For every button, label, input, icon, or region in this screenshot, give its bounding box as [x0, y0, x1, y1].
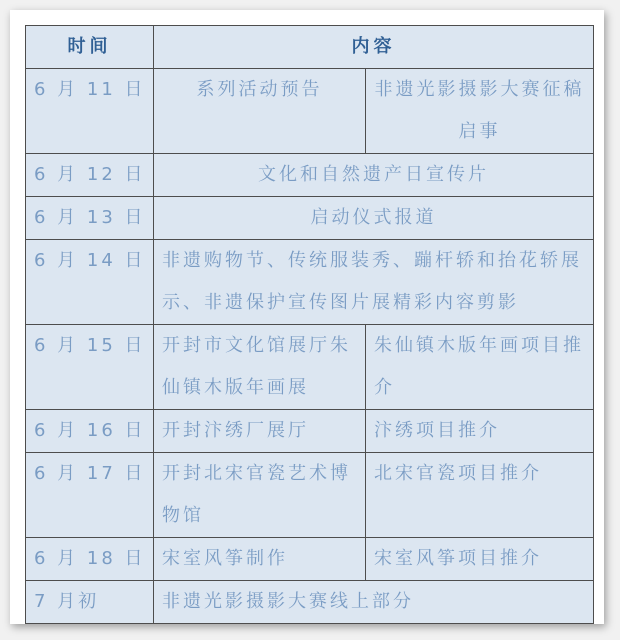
content-cell-right: 北宋官瓷项目推介 [366, 453, 594, 538]
content-cell-right: 汴绣项目推介 [366, 410, 594, 453]
date-cell: 6 月 17 日 [26, 453, 154, 538]
table-row [26, 453, 594, 538]
content-cell-left: 开封市文化馆展厅朱仙镇木版年画展 [154, 325, 366, 410]
content-cell-right: 非遗光影摄影大赛征稿启事 [366, 69, 594, 154]
date-cell: 6 月 11 日 [26, 69, 154, 154]
content-cell-left: 宋室风筝制作 [154, 538, 366, 581]
date-cell: 6 月 18 日 [26, 538, 154, 581]
content-cell-full: 非遗光影摄影大赛线上部分 [154, 581, 594, 624]
table-row [26, 581, 594, 624]
table-row [26, 69, 594, 154]
content-cell-left: 开封汴绣厂展厅 [154, 410, 366, 453]
table-row [26, 154, 594, 197]
date-cell: 6 月 16 日 [26, 410, 154, 453]
table-row [26, 538, 594, 581]
paper-frame [10, 10, 604, 624]
date-cell: 6 月 14 日 [26, 240, 154, 325]
content-cell-right: 朱仙镇木版年画项目推介 [366, 325, 594, 410]
date-cell: 7 月初 [26, 581, 154, 624]
schedule-table [25, 25, 594, 624]
content-cell-left: 开封北宋官瓷艺术博物馆 [154, 453, 366, 538]
content-cell-full: 启动仪式报道 [154, 197, 594, 240]
date-cell: 6 月 15 日 [26, 325, 154, 410]
table-row [26, 325, 594, 410]
content-cell-full: 非遗购物节、传统服装秀、蹦杆轿和抬花轿展示、非遗保护宣传图片展精彩内容剪影 [154, 240, 594, 325]
content-cell-full: 文化和自然遗产日宣传片 [154, 154, 594, 197]
content-cell-left: 系列活动预告 [154, 69, 366, 154]
table-row [26, 240, 594, 325]
header-row [26, 26, 594, 69]
date-cell: 6 月 12 日 [26, 154, 154, 197]
table-row [26, 410, 594, 453]
header-time: 时间 [26, 26, 154, 69]
content-cell-right: 宋室风筝项目推介 [366, 538, 594, 581]
table-row [26, 197, 594, 240]
header-content: 内容 [154, 26, 594, 69]
date-cell: 6 月 13 日 [26, 197, 154, 240]
